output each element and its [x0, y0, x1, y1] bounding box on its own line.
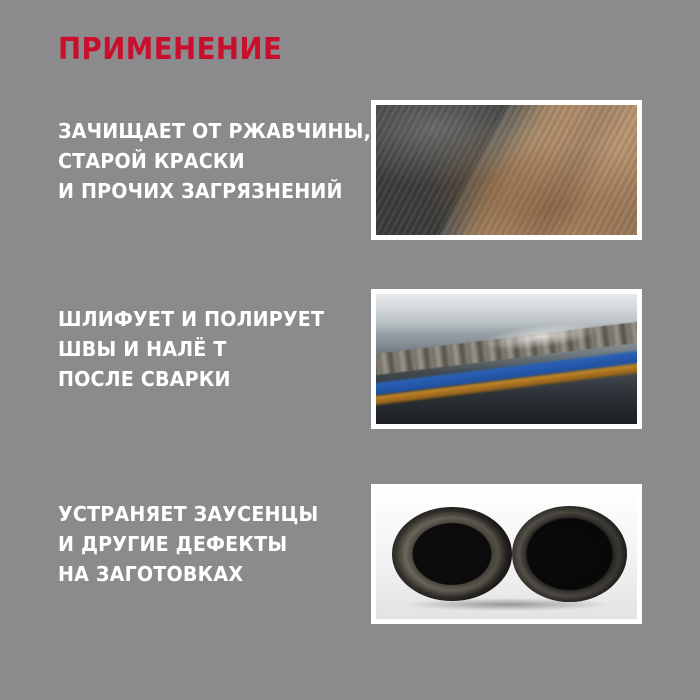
- benefit-line: УСТРАНЯЕТ ЗАУСЕНЦЫ: [58, 502, 319, 526]
- benefit-line: ШВЫ И НАЛЁ Т: [58, 337, 227, 361]
- benefit-line: СТАРОЙ КРАСКИ: [58, 149, 245, 173]
- rusted-painted-metal-plate-photo: [371, 100, 642, 240]
- benefit-line: НА ЗАГОТОВКАХ: [58, 562, 244, 586]
- two-cut-pipe-ends-photo: [371, 484, 642, 624]
- benefit-text-3: [58, 499, 337, 589]
- benefit-list: [0, 100, 700, 685]
- benefit-line: И ДРУГИЕ ДЕФЕКТЫ: [58, 532, 288, 556]
- page-title: ПРИМЕНЕНИЕ: [58, 32, 283, 67]
- benefit-text-2: [58, 304, 337, 394]
- list-item: [0, 490, 700, 685]
- list-item: [0, 295, 700, 490]
- benefit-line: ШЛИФУЕТ И ПОЛИРУЕТ: [58, 307, 325, 331]
- benefit-line: ПОСЛЕ СВАРКИ: [58, 367, 231, 391]
- benefit-line: И ПРОЧИХ ЗАГРЯЗНЕНИЙ: [58, 179, 343, 203]
- benefit-line: ЗАЧИЩАЕТ ОТ РЖАВЧИНЫ,: [58, 119, 372, 143]
- list-item: [0, 100, 700, 295]
- welded-seam-on-pipe-photo: [371, 289, 642, 429]
- benefit-text-1: [58, 116, 372, 206]
